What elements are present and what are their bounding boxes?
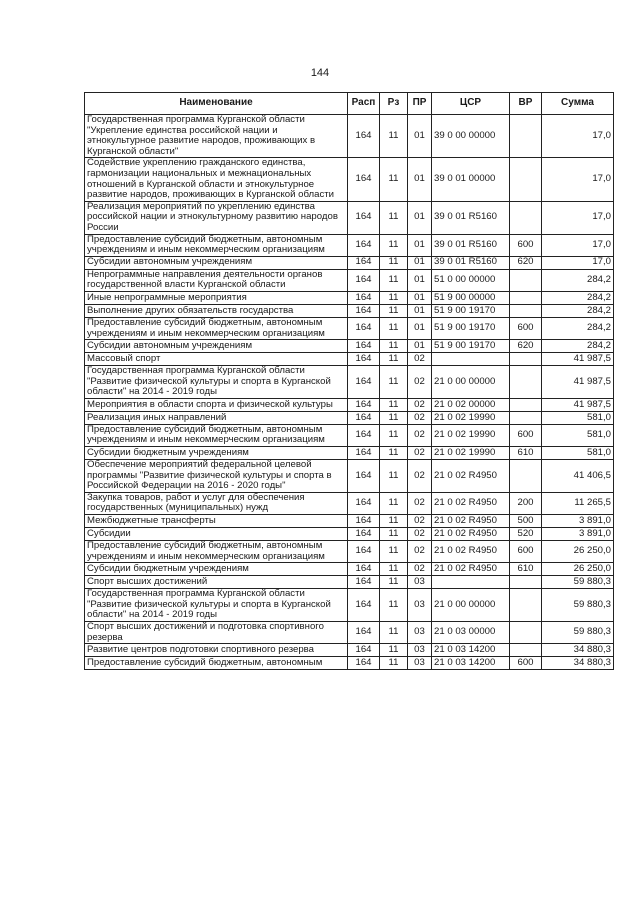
cell-csr: 39 0 01 00000	[432, 158, 510, 201]
cell-rasp: 164	[348, 576, 380, 589]
cell-pr: 01	[408, 234, 432, 256]
cell-vr: 600	[510, 234, 542, 256]
table-row	[85, 424, 614, 446]
cell-pr: 02	[408, 447, 432, 460]
cell-rasp: 164	[348, 340, 380, 353]
table-row	[85, 528, 614, 541]
cell-name: Непрограммные направления деятельности органов государственной власти Курганской области	[85, 269, 348, 291]
table-header	[85, 93, 614, 115]
table-row	[85, 256, 614, 269]
cell-pr: 02	[408, 424, 432, 446]
cell-name: Предоставление субсидий бюджетным, автономным учреждениям и иным некоммерческим организациям	[85, 317, 348, 339]
cell-rz: 11	[380, 528, 408, 541]
cell-rasp: 164	[348, 304, 380, 317]
cell-rasp: 164	[348, 158, 380, 201]
table-row	[85, 644, 614, 657]
cell-rz: 11	[380, 115, 408, 158]
table-row	[85, 576, 614, 589]
cell-rasp: 164	[348, 234, 380, 256]
cell-csr: 51 9 00 19170	[432, 317, 510, 339]
table-row	[85, 201, 614, 234]
cell-rz: 11	[380, 317, 408, 339]
cell-pr: 02	[408, 563, 432, 576]
cell-csr: 21 0 02 19990	[432, 411, 510, 424]
cell-name: Государственная программа Курганской области "Развитие физической культуры и спорта в Курганской области" на 2014 - 2019 годы	[85, 589, 348, 622]
table-body	[85, 115, 614, 670]
cell-name: Государственная программа Курганской области "Развитие физической культуры и спорта в Курганской области" на 2014 - 2019 годы	[85, 366, 348, 399]
cell-name: Предоставление субсидий бюджетным, автономным учреждениям и иным некоммерческим организациям	[85, 424, 348, 446]
cell-sum: 284,2	[542, 304, 614, 317]
cell-name: Спорт высших достижений	[85, 576, 348, 589]
cell-name: Субсидии бюджетным учреждениям	[85, 563, 348, 576]
cell-vr	[510, 411, 542, 424]
cell-csr: 39 0 01 R5160	[432, 256, 510, 269]
cell-vr	[510, 622, 542, 644]
cell-rasp: 164	[348, 291, 380, 304]
cell-vr: 600	[510, 541, 542, 563]
cell-name: Массовый спорт	[85, 353, 348, 366]
page-number: 144	[310, 67, 330, 79]
cell-rz: 11	[380, 201, 408, 234]
cell-csr: 21 0 02 R4950	[432, 492, 510, 514]
cell-rasp: 164	[348, 353, 380, 366]
cell-rz: 11	[380, 424, 408, 446]
cell-sum: 17,0	[542, 256, 614, 269]
cell-vr	[510, 269, 542, 291]
cell-csr: 21 0 02 00000	[432, 398, 510, 411]
table-row	[85, 234, 614, 256]
cell-name: Субсидии бюджетным учреждениям	[85, 447, 348, 460]
table-row	[85, 563, 614, 576]
cell-vr	[510, 158, 542, 201]
cell-csr: 21 0 02 19990	[432, 424, 510, 446]
cell-rasp: 164	[348, 492, 380, 514]
cell-pr: 02	[408, 541, 432, 563]
cell-rz: 11	[380, 460, 408, 493]
cell-csr: 51 9 00 00000	[432, 291, 510, 304]
cell-csr: 39 0 01 R5160	[432, 234, 510, 256]
cell-vr	[510, 398, 542, 411]
cell-csr: 21 0 02 R4950	[432, 541, 510, 563]
table-row	[85, 589, 614, 622]
table-row	[85, 657, 614, 670]
cell-vr: 610	[510, 447, 542, 460]
cell-name: Выполнение других обязательств государства	[85, 304, 348, 317]
table-row	[85, 515, 614, 528]
table-row	[85, 366, 614, 399]
cell-pr: 02	[408, 366, 432, 399]
header-pr: ПР	[408, 93, 432, 115]
table-row	[85, 269, 614, 291]
cell-rz: 11	[380, 515, 408, 528]
header-rasp: Расп	[348, 93, 380, 115]
cell-csr: 51 9 00 19170	[432, 340, 510, 353]
cell-pr: 01	[408, 340, 432, 353]
cell-rz: 11	[380, 644, 408, 657]
cell-name: Спорт высших достижений и подготовка спортивного резерва	[85, 622, 348, 644]
cell-name: Реализация иных направлений	[85, 411, 348, 424]
cell-csr: 39 0 00 00000	[432, 115, 510, 158]
cell-pr: 02	[408, 492, 432, 514]
cell-vr: 610	[510, 563, 542, 576]
cell-rasp: 164	[348, 541, 380, 563]
cell-csr: 21 0 03 14200	[432, 644, 510, 657]
cell-name: Реализация мероприятий по укреплению единства российской нации и этнокультурному развитию народов России	[85, 201, 348, 234]
cell-pr: 01	[408, 256, 432, 269]
cell-rasp: 164	[348, 201, 380, 234]
table-row	[85, 353, 614, 366]
cell-name: Предоставление субсидий бюджетным, автономным	[85, 657, 348, 670]
cell-name: Мероприятия в области спорта и физической культуры	[85, 398, 348, 411]
cell-rasp: 164	[348, 657, 380, 670]
cell-pr: 01	[408, 291, 432, 304]
cell-csr	[432, 576, 510, 589]
header-rz: Рз	[380, 93, 408, 115]
cell-rasp: 164	[348, 256, 380, 269]
cell-rz: 11	[380, 256, 408, 269]
cell-rz: 11	[380, 563, 408, 576]
cell-sum: 17,0	[542, 201, 614, 234]
cell-sum: 3 891,0	[542, 528, 614, 541]
cell-sum: 284,2	[542, 269, 614, 291]
cell-sum: 17,0	[542, 115, 614, 158]
cell-rz: 11	[380, 398, 408, 411]
cell-rasp: 164	[348, 398, 380, 411]
cell-rz: 11	[380, 411, 408, 424]
cell-vr	[510, 115, 542, 158]
cell-rz: 11	[380, 340, 408, 353]
cell-pr: 02	[408, 460, 432, 493]
cell-sum: 581,0	[542, 447, 614, 460]
cell-rasp: 164	[348, 460, 380, 493]
cell-rasp: 164	[348, 411, 380, 424]
cell-sum: 284,2	[542, 340, 614, 353]
cell-rasp: 164	[348, 317, 380, 339]
cell-csr: 51 0 00 00000	[432, 269, 510, 291]
cell-sum: 26 250,0	[542, 541, 614, 563]
cell-vr: 600	[510, 424, 542, 446]
cell-vr	[510, 576, 542, 589]
cell-name: Предоставление субсидий бюджетным, автономным учреждениям и иным некоммерческим организациям	[85, 541, 348, 563]
table-row	[85, 460, 614, 493]
cell-vr	[510, 201, 542, 234]
cell-name: Обеспечение мероприятий федеральной целевой программы "Развитие физической культуры и спорта в Российской Федерации на 2016 - 2020 годы"	[85, 460, 348, 493]
cell-csr: 21 0 00 00000	[432, 589, 510, 622]
cell-rasp: 164	[348, 115, 380, 158]
cell-rasp: 164	[348, 366, 380, 399]
table-row	[85, 317, 614, 339]
cell-name: Государственная программа Курганской области "Укрепление единства российской нации и этнокультурное развитие народов, проживающих в Курганской области"	[85, 115, 348, 158]
cell-name: Иные непрограммные мероприятия	[85, 291, 348, 304]
cell-rasp: 164	[348, 622, 380, 644]
cell-rz: 11	[380, 657, 408, 670]
cell-csr: 21 0 03 00000	[432, 622, 510, 644]
cell-csr: 21 0 02 R4950	[432, 515, 510, 528]
cell-rz: 11	[380, 366, 408, 399]
cell-pr: 02	[408, 528, 432, 541]
cell-sum: 26 250,0	[542, 563, 614, 576]
table-row	[85, 541, 614, 563]
cell-name: Субсидии автономным учреждениям	[85, 256, 348, 269]
cell-csr: 21 0 02 R4950	[432, 528, 510, 541]
cell-vr	[510, 460, 542, 493]
cell-pr: 01	[408, 304, 432, 317]
cell-sum: 581,0	[542, 424, 614, 446]
cell-csr: 21 0 00 00000	[432, 366, 510, 399]
cell-rasp: 164	[348, 563, 380, 576]
cell-sum: 41 987,5	[542, 366, 614, 399]
cell-rasp: 164	[348, 644, 380, 657]
cell-pr: 02	[408, 411, 432, 424]
cell-csr	[432, 353, 510, 366]
table-row	[85, 115, 614, 158]
cell-pr: 03	[408, 576, 432, 589]
cell-rasp: 164	[348, 447, 380, 460]
cell-sum: 41 406,5	[542, 460, 614, 493]
table-row	[85, 304, 614, 317]
cell-sum: 41 987,5	[542, 353, 614, 366]
table-row	[85, 158, 614, 201]
cell-name: Предоставление субсидий бюджетным, автономным учреждениям и иным некоммерческим организациям	[85, 234, 348, 256]
cell-vr	[510, 353, 542, 366]
cell-pr: 03	[408, 622, 432, 644]
cell-sum: 17,0	[542, 234, 614, 256]
cell-csr: 21 0 03 14200	[432, 657, 510, 670]
cell-sum: 17,0	[542, 158, 614, 201]
cell-pr: 01	[408, 317, 432, 339]
cell-rz: 11	[380, 447, 408, 460]
cell-sum: 3 891,0	[542, 515, 614, 528]
cell-vr: 520	[510, 528, 542, 541]
cell-rasp: 164	[348, 424, 380, 446]
header-vr: ВР	[510, 93, 542, 115]
cell-csr: 21 0 02 R4950	[432, 460, 510, 493]
cell-vr: 600	[510, 657, 542, 670]
cell-csr: 51 9 00 19170	[432, 304, 510, 317]
cell-csr: 21 0 02 R4950	[432, 563, 510, 576]
cell-rz: 11	[380, 234, 408, 256]
cell-vr: 600	[510, 317, 542, 339]
cell-name: Межбюджетные трансферты	[85, 515, 348, 528]
cell-sum: 59 880,3	[542, 576, 614, 589]
cell-rz: 11	[380, 589, 408, 622]
header-sum: Сумма	[542, 93, 614, 115]
cell-rasp: 164	[348, 269, 380, 291]
cell-rz: 11	[380, 304, 408, 317]
cell-pr: 01	[408, 201, 432, 234]
header-row	[85, 93, 614, 115]
cell-sum: 284,2	[542, 291, 614, 304]
table-row	[85, 447, 614, 460]
cell-rz: 11	[380, 492, 408, 514]
cell-vr	[510, 366, 542, 399]
cell-pr: 01	[408, 158, 432, 201]
table-row	[85, 411, 614, 424]
cell-pr: 03	[408, 644, 432, 657]
header-csr: ЦСР	[432, 93, 510, 115]
header-name: Наименование	[85, 93, 348, 115]
cell-sum: 41 987,5	[542, 398, 614, 411]
table-row	[85, 492, 614, 514]
cell-rz: 11	[380, 622, 408, 644]
cell-vr	[510, 291, 542, 304]
cell-vr	[510, 644, 542, 657]
cell-rz: 11	[380, 576, 408, 589]
cell-name: Закупка товаров, работ и услуг для обеспечения государственных (муниципальных) нужд	[85, 492, 348, 514]
cell-pr: 03	[408, 657, 432, 670]
cell-vr	[510, 589, 542, 622]
cell-sum: 34 880,3	[542, 657, 614, 670]
cell-rz: 11	[380, 541, 408, 563]
cell-pr: 02	[408, 353, 432, 366]
cell-rasp: 164	[348, 515, 380, 528]
cell-pr: 02	[408, 398, 432, 411]
cell-vr: 200	[510, 492, 542, 514]
table-row	[85, 340, 614, 353]
cell-sum: 11 265,5	[542, 492, 614, 514]
cell-name: Содействие укреплению гражданского единства, гармонизации национальных и межнациональных отношений в Курганской области и этнокультурное развитие народов, проживающих в Курганской области	[85, 158, 348, 201]
cell-name: Субсидии	[85, 528, 348, 541]
cell-pr: 03	[408, 589, 432, 622]
cell-name: Развитие центров подготовки спортивного резерва	[85, 644, 348, 657]
cell-rasp: 164	[348, 589, 380, 622]
table-row	[85, 291, 614, 304]
cell-pr: 02	[408, 515, 432, 528]
cell-pr: 01	[408, 115, 432, 158]
cell-rasp: 164	[348, 528, 380, 541]
cell-csr: 21 0 02 19990	[432, 447, 510, 460]
cell-vr	[510, 304, 542, 317]
cell-rz: 11	[380, 291, 408, 304]
cell-sum: 59 880,3	[542, 622, 614, 644]
budget-table	[84, 92, 614, 670]
cell-sum: 284,2	[542, 317, 614, 339]
cell-sum: 581,0	[542, 411, 614, 424]
cell-sum: 59 880,3	[542, 589, 614, 622]
cell-vr: 500	[510, 515, 542, 528]
cell-name: Субсидии автономным учреждениям	[85, 340, 348, 353]
cell-rz: 11	[380, 269, 408, 291]
cell-rz: 11	[380, 158, 408, 201]
cell-vr: 620	[510, 340, 542, 353]
cell-csr: 39 0 01 R5160	[432, 201, 510, 234]
cell-vr: 620	[510, 256, 542, 269]
cell-pr: 01	[408, 269, 432, 291]
cell-rz: 11	[380, 353, 408, 366]
cell-sum: 34 880,3	[542, 644, 614, 657]
table-row	[85, 398, 614, 411]
table-row	[85, 622, 614, 644]
